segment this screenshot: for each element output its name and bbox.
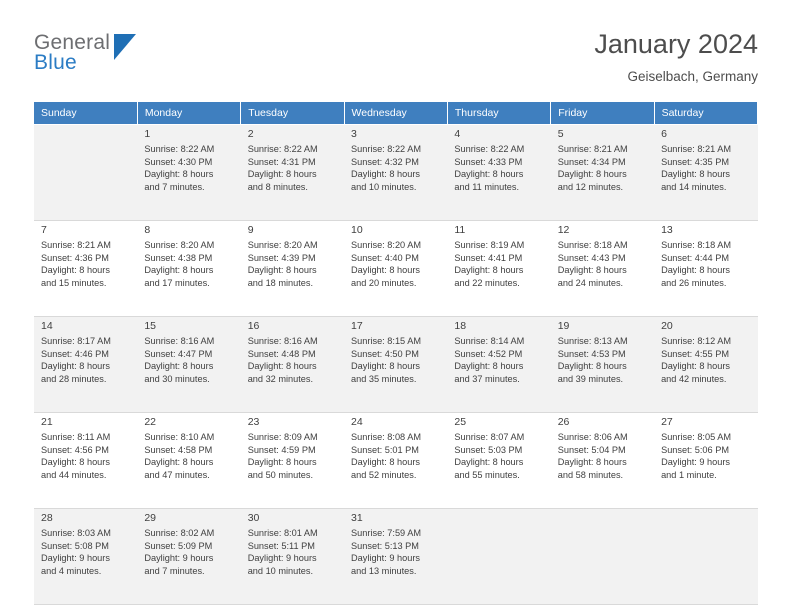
day-details xyxy=(144,143,234,193)
day-detail-line: and 42 minutes. xyxy=(661,373,727,384)
day-detail-line: and 44 minutes. xyxy=(41,469,107,480)
page-header xyxy=(34,28,758,96)
day-detail-line: Daylight: 9 hours xyxy=(247,553,317,564)
day-details xyxy=(351,335,441,385)
weekday-header-tuesday: Tuesday xyxy=(241,102,344,125)
day-number: 22 xyxy=(144,416,157,428)
day-details xyxy=(144,239,234,289)
day-number: 31 xyxy=(351,512,363,524)
weekday-header-row xyxy=(34,102,758,125)
calendar-day-cell[interactable] xyxy=(137,317,240,413)
day-detail-line: and 11 minutes. xyxy=(454,181,520,192)
day-detail-line: Sunrise: 8:22 AM xyxy=(454,144,525,155)
day-detail-line: Sunset: 5:13 PM xyxy=(351,540,419,551)
day-detail-line: and 17 minutes. xyxy=(144,277,210,288)
day-details xyxy=(558,335,648,385)
calendar-day-cell[interactable] xyxy=(654,413,757,509)
calendar-week-row xyxy=(34,125,758,221)
day-number: 24 xyxy=(351,416,363,428)
day-detail-line: Sunset: 4:59 PM xyxy=(247,444,316,455)
day-detail-line: Sunset: 5:09 PM xyxy=(144,540,213,551)
calendar-day-cell[interactable] xyxy=(654,125,757,221)
day-detail-line: Sunset: 4:53 PM xyxy=(557,348,626,359)
flag-triangle-icon xyxy=(114,34,136,60)
day-detail-line: Daylight: 8 hours xyxy=(661,265,731,276)
day-detail-line: Daylight: 8 hours xyxy=(144,169,214,180)
day-detail-line: Sunset: 4:55 PM xyxy=(661,348,729,359)
day-detail-line: and 13 minutes. xyxy=(351,565,417,576)
calendar-day-cell[interactable] xyxy=(344,509,447,605)
day-detail-line: Sunrise: 8:22 AM xyxy=(247,144,318,155)
title-block xyxy=(594,28,758,84)
day-number: 27 xyxy=(661,416,673,428)
calendar-day-cell[interactable] xyxy=(241,509,344,605)
day-detail-line: Sunset: 4:48 PM xyxy=(247,348,316,359)
day-details xyxy=(661,239,751,289)
day-detail-line: Sunset: 4:58 PM xyxy=(144,444,213,455)
day-detail-line: and 24 minutes. xyxy=(557,277,624,288)
day-details xyxy=(41,335,131,385)
day-number: 5 xyxy=(557,128,564,140)
day-detail-line: Daylight: 9 hours xyxy=(144,553,214,564)
day-details xyxy=(144,431,234,481)
day-number: 29 xyxy=(144,512,157,524)
day-detail-line: Sunrise: 8:01 AM xyxy=(247,528,318,539)
day-detail-line: and 58 minutes. xyxy=(557,469,624,480)
day-detail-line: Sunset: 4:44 PM xyxy=(661,252,729,263)
day-detail-line: Daylight: 8 hours xyxy=(41,457,110,468)
weekday-header-wednesday: Wednesday xyxy=(344,102,447,125)
day-number: 3 xyxy=(351,128,357,140)
day-details xyxy=(661,431,751,481)
day-details xyxy=(351,143,441,193)
day-number: 25 xyxy=(454,416,467,428)
weekday-header-thursday: Thursday xyxy=(447,102,550,125)
day-detail-line: and 35 minutes. xyxy=(351,373,417,384)
day-detail-line: Sunrise: 7:59 AM xyxy=(351,528,421,539)
day-detail-line: Daylight: 8 hours xyxy=(247,265,317,276)
day-detail-line: Sunrise: 8:12 AM xyxy=(661,336,732,347)
day-details xyxy=(454,431,544,481)
day-detail-line: and 14 minutes. xyxy=(661,181,727,192)
logo-text-blue: Blue xyxy=(34,51,77,74)
day-detail-line: Daylight: 8 hours xyxy=(351,265,420,276)
day-details xyxy=(558,431,648,481)
day-detail-line: Daylight: 8 hours xyxy=(351,361,420,372)
day-detail-line: Daylight: 8 hours xyxy=(454,265,524,276)
day-detail-line: Daylight: 8 hours xyxy=(661,361,731,372)
day-detail-line: and 55 minutes. xyxy=(454,469,520,480)
calendar-day-cell[interactable] xyxy=(34,509,137,605)
calendar-day-cell[interactable] xyxy=(344,221,447,317)
calendar-day-cell[interactable] xyxy=(551,221,654,317)
page-title: January 2024 xyxy=(594,29,758,59)
day-detail-line: and 32 minutes. xyxy=(247,373,314,384)
calendar-day-cell[interactable] xyxy=(241,317,344,413)
day-details xyxy=(661,335,751,385)
day-details xyxy=(351,527,441,577)
weekday-header-saturday: Saturday xyxy=(654,102,757,125)
day-detail-line: Daylight: 8 hours xyxy=(454,169,524,180)
day-detail-line: and 26 minutes. xyxy=(661,277,727,288)
day-number: 10 xyxy=(351,224,363,236)
day-detail-line: Sunrise: 8:22 AM xyxy=(351,144,421,155)
day-number: 28 xyxy=(41,512,53,524)
day-details xyxy=(454,239,544,289)
calendar-day-cell[interactable] xyxy=(551,317,654,413)
calendar-day-cell[interactable] xyxy=(241,221,344,317)
calendar-empty-cell xyxy=(447,509,550,605)
day-detail-line: Daylight: 8 hours xyxy=(351,457,420,468)
day-detail-line: and 50 minutes. xyxy=(247,469,314,480)
day-detail-line: Sunset: 4:40 PM xyxy=(351,252,419,263)
day-detail-line: and 52 minutes. xyxy=(351,469,417,480)
day-detail-line: Sunrise: 8:02 AM xyxy=(144,528,215,539)
day-detail-line: Daylight: 8 hours xyxy=(557,169,627,180)
day-number: 9 xyxy=(247,224,254,236)
day-detail-line: Sunrise: 8:16 AM xyxy=(144,336,215,347)
calendar-empty-cell xyxy=(34,125,137,221)
day-details xyxy=(248,335,338,385)
logo-text-general: General xyxy=(34,31,111,54)
day-detail-line: Sunset: 4:35 PM xyxy=(661,156,729,167)
day-detail-line: and 18 minutes. xyxy=(247,277,314,288)
day-number: 16 xyxy=(247,320,260,332)
calendar-day-cell[interactable] xyxy=(344,125,447,221)
day-detail-line: Sunset: 4:32 PM xyxy=(351,156,419,167)
day-detail-line: Daylight: 8 hours xyxy=(557,361,627,372)
day-number: 6 xyxy=(661,128,667,140)
day-details xyxy=(248,431,338,481)
calendar-day-cell[interactable] xyxy=(344,413,447,509)
day-number: 4 xyxy=(454,128,461,140)
day-detail-line: Sunrise: 8:21 AM xyxy=(661,144,732,155)
day-number: 7 xyxy=(41,224,47,236)
day-number: 13 xyxy=(661,224,673,236)
day-detail-line: Daylight: 8 hours xyxy=(144,457,214,468)
day-number: 14 xyxy=(41,320,53,332)
calendar-day-cell[interactable] xyxy=(654,317,757,413)
day-detail-line: Sunset: 5:11 PM xyxy=(247,540,315,551)
day-detail-line: Sunrise: 8:10 AM xyxy=(144,432,215,443)
day-detail-line: Sunset: 4:36 PM xyxy=(41,252,109,263)
day-detail-line: Sunrise: 8:20 AM xyxy=(351,240,421,251)
day-detail-line: Sunrise: 8:20 AM xyxy=(144,240,215,251)
day-detail-line: Sunrise: 8:05 AM xyxy=(661,432,732,443)
day-detail-line: Sunrise: 8:20 AM xyxy=(247,240,318,251)
day-detail-line: and 39 minutes. xyxy=(557,373,624,384)
calendar-week-row xyxy=(34,317,758,413)
day-detail-line: Sunset: 4:39 PM xyxy=(247,252,316,263)
calendar-empty-cell xyxy=(551,509,654,605)
calendar-day-cell[interactable] xyxy=(447,317,550,413)
day-detail-line: Sunrise: 8:21 AM xyxy=(557,144,628,155)
day-detail-line: and 8 minutes. xyxy=(247,181,308,192)
day-detail-line: Sunset: 5:06 PM xyxy=(661,444,729,455)
day-detail-line: Daylight: 8 hours xyxy=(247,457,317,468)
calendar-day-cell[interactable] xyxy=(551,125,654,221)
day-detail-line: and 28 minutes. xyxy=(41,373,107,384)
day-number: 8 xyxy=(144,224,151,236)
day-detail-line: and 12 minutes. xyxy=(557,181,624,192)
day-detail-line: Sunset: 4:33 PM xyxy=(454,156,523,167)
day-details xyxy=(351,239,441,289)
day-detail-line: and 7 minutes. xyxy=(144,565,205,576)
day-detail-line: Sunset: 4:31 PM xyxy=(247,156,316,167)
calendar-week-row xyxy=(34,413,758,509)
day-detail-line: Daylight: 8 hours xyxy=(144,265,214,276)
day-detail-line: Sunset: 5:04 PM xyxy=(557,444,626,455)
calendar-day-cell[interactable] xyxy=(447,221,550,317)
day-number: 23 xyxy=(247,416,260,428)
calendar-day-cell[interactable] xyxy=(551,413,654,509)
day-number: 21 xyxy=(41,416,53,428)
day-detail-line: Sunrise: 8:06 AM xyxy=(557,432,628,443)
day-detail-line: Sunset: 4:43 PM xyxy=(557,252,626,263)
day-detail-line: and 1 minute. xyxy=(661,469,717,480)
day-detail-line: Daylight: 8 hours xyxy=(144,361,214,372)
calendar-day-cell[interactable] xyxy=(137,509,240,605)
day-detail-line: and 10 minutes. xyxy=(351,181,417,192)
day-detail-line: and 20 minutes. xyxy=(351,277,417,288)
day-details xyxy=(41,527,131,577)
day-details xyxy=(558,239,648,289)
day-number: 1 xyxy=(144,128,151,140)
day-detail-line: Daylight: 8 hours xyxy=(454,457,524,468)
day-details xyxy=(144,527,234,577)
day-detail-line: Daylight: 8 hours xyxy=(247,361,317,372)
day-detail-line: Sunset: 4:56 PM xyxy=(41,444,109,455)
day-detail-line: Daylight: 8 hours xyxy=(454,361,524,372)
day-detail-line: Sunset: 4:47 PM xyxy=(144,348,213,359)
day-detail-line: Sunrise: 8:09 AM xyxy=(247,432,318,443)
day-detail-line: Daylight: 9 hours xyxy=(661,457,731,468)
calendar-day-cell[interactable] xyxy=(447,125,550,221)
calendar-day-cell[interactable] xyxy=(241,413,344,509)
weekday-header-sunday: Sunday xyxy=(34,102,137,125)
day-detail-line: Sunrise: 8:14 AM xyxy=(454,336,525,347)
day-detail-line: Sunrise: 8:08 AM xyxy=(351,432,421,443)
day-detail-line: Daylight: 8 hours xyxy=(557,265,627,276)
day-details xyxy=(351,431,441,481)
day-details xyxy=(558,143,648,193)
day-detail-line: Sunrise: 8:11 AM xyxy=(41,432,111,443)
day-detail-line: Sunset: 5:08 PM xyxy=(41,540,109,551)
day-detail-line: Sunset: 5:03 PM xyxy=(454,444,523,455)
calendar-day-cell[interactable] xyxy=(34,221,137,317)
day-number: 19 xyxy=(557,320,570,332)
day-detail-line: and 7 minutes. xyxy=(144,181,205,192)
day-details xyxy=(41,239,131,289)
day-number: 17 xyxy=(351,320,363,332)
day-detail-line: Sunrise: 8:17 AM xyxy=(41,336,111,347)
calendar-week-row xyxy=(34,221,758,317)
day-detail-line: Sunrise: 8:16 AM xyxy=(247,336,318,347)
calendar-day-cell[interactable] xyxy=(447,413,550,509)
calendar-day-cell[interactable] xyxy=(34,413,137,509)
day-detail-line: Sunset: 4:30 PM xyxy=(144,156,213,167)
day-number: 18 xyxy=(454,320,467,332)
day-detail-line: Daylight: 9 hours xyxy=(351,553,420,564)
day-details xyxy=(248,143,338,193)
day-detail-line: and 15 minutes. xyxy=(41,277,107,288)
day-detail-line: Daylight: 8 hours xyxy=(557,457,627,468)
day-detail-line: Daylight: 9 hours xyxy=(41,553,110,564)
day-detail-line: Daylight: 8 hours xyxy=(661,169,731,180)
weekday-header-monday: Monday xyxy=(137,102,240,125)
day-detail-line: Daylight: 8 hours xyxy=(247,169,317,180)
day-detail-line: and 30 minutes. xyxy=(144,373,210,384)
calendar-day-cell[interactable] xyxy=(34,317,137,413)
calendar-week-row xyxy=(34,509,758,605)
calendar-empty-cell xyxy=(654,509,757,605)
calendar-day-cell[interactable] xyxy=(137,125,240,221)
day-details xyxy=(248,527,338,577)
day-detail-line: Sunset: 4:52 PM xyxy=(454,348,523,359)
day-detail-line: and 37 minutes. xyxy=(454,373,520,384)
day-detail-line: Daylight: 8 hours xyxy=(351,169,420,180)
day-details xyxy=(454,335,544,385)
calendar-day-cell[interactable] xyxy=(654,221,757,317)
day-detail-line: and 47 minutes. xyxy=(144,469,210,480)
calendar-body xyxy=(34,125,758,605)
calendar-day-cell[interactable] xyxy=(344,317,447,413)
day-detail-line: Sunrise: 8:15 AM xyxy=(351,336,421,347)
day-number: 11 xyxy=(454,224,466,236)
day-detail-line: Sunrise: 8:18 AM xyxy=(661,240,732,251)
day-details xyxy=(454,143,544,193)
day-details xyxy=(248,239,338,289)
day-detail-line: Sunset: 4:34 PM xyxy=(557,156,626,167)
day-details xyxy=(41,431,131,481)
day-number: 12 xyxy=(557,224,570,236)
day-detail-line: Sunset: 4:46 PM xyxy=(41,348,109,359)
day-details xyxy=(144,335,234,385)
day-detail-line: Sunrise: 8:21 AM xyxy=(41,240,111,251)
day-detail-line: Sunrise: 8:19 AM xyxy=(454,240,525,251)
day-detail-line: Sunrise: 8:03 AM xyxy=(41,528,111,539)
day-detail-line: Sunset: 4:38 PM xyxy=(144,252,213,263)
day-detail-line: Sunrise: 8:22 AM xyxy=(144,144,215,155)
page-subtitle: Geiselbach, Germany xyxy=(627,69,758,84)
day-detail-line: Daylight: 8 hours xyxy=(41,361,110,372)
calendar-day-cell[interactable] xyxy=(137,221,240,317)
day-number: 30 xyxy=(247,512,260,524)
calendar-table xyxy=(34,102,758,605)
day-detail-line: Sunset: 5:01 PM xyxy=(351,444,419,455)
day-detail-line: Sunrise: 8:07 AM xyxy=(454,432,525,443)
day-detail-line: Daylight: 8 hours xyxy=(41,265,110,276)
day-number: 2 xyxy=(247,128,254,140)
day-detail-line: Sunset: 4:41 PM xyxy=(454,252,523,263)
calendar-day-cell[interactable] xyxy=(241,125,344,221)
day-number: 15 xyxy=(144,320,157,332)
day-detail-line: and 10 minutes. xyxy=(247,565,314,576)
day-detail-line: Sunrise: 8:18 AM xyxy=(557,240,628,251)
day-number: 26 xyxy=(557,416,570,428)
day-detail-line: Sunrise: 8:13 AM xyxy=(557,336,628,347)
weekday-header-friday: Friday xyxy=(551,102,654,125)
day-detail-line: Sunset: 4:50 PM xyxy=(351,348,419,359)
calendar-day-cell[interactable] xyxy=(137,413,240,509)
day-detail-line: and 4 minutes. xyxy=(41,565,102,576)
day-details xyxy=(661,143,751,193)
day-detail-line: and 22 minutes. xyxy=(454,277,520,288)
logo xyxy=(34,28,154,74)
day-number: 20 xyxy=(661,320,673,332)
